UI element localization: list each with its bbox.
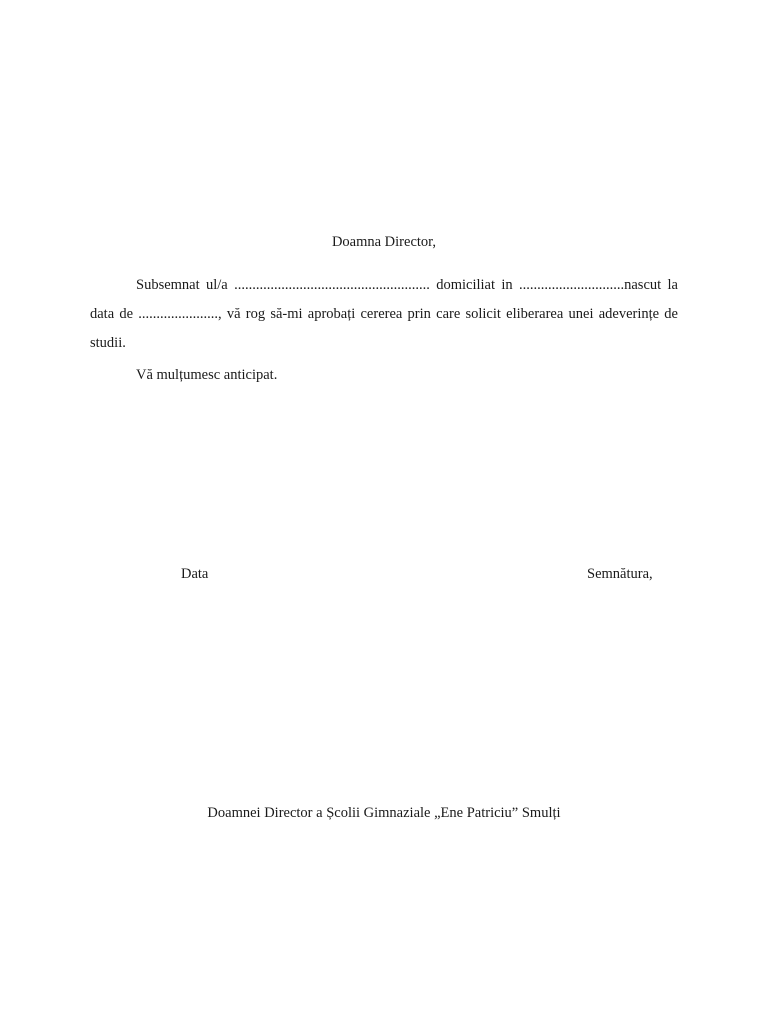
addressee-line: Doamnei Director a Școlii Gimnaziale „Ene Patriciu” Smulți bbox=[207, 805, 561, 821]
thanks-paragraph: Vă mulțumesc anticipat. bbox=[136, 367, 278, 383]
request-paragraph: Subsemnat ul/a ...................................................... domiciliat in .............................nascut la data de ......................, vă rog să-mi aprobați cererea prin care solicit eliberarea unei adeverințe de studii. bbox=[90, 277, 678, 351]
date-label: Data bbox=[181, 566, 209, 582]
salutation: Doamna Director, bbox=[331, 234, 437, 250]
signature-label: Semnătura, bbox=[587, 566, 653, 582]
